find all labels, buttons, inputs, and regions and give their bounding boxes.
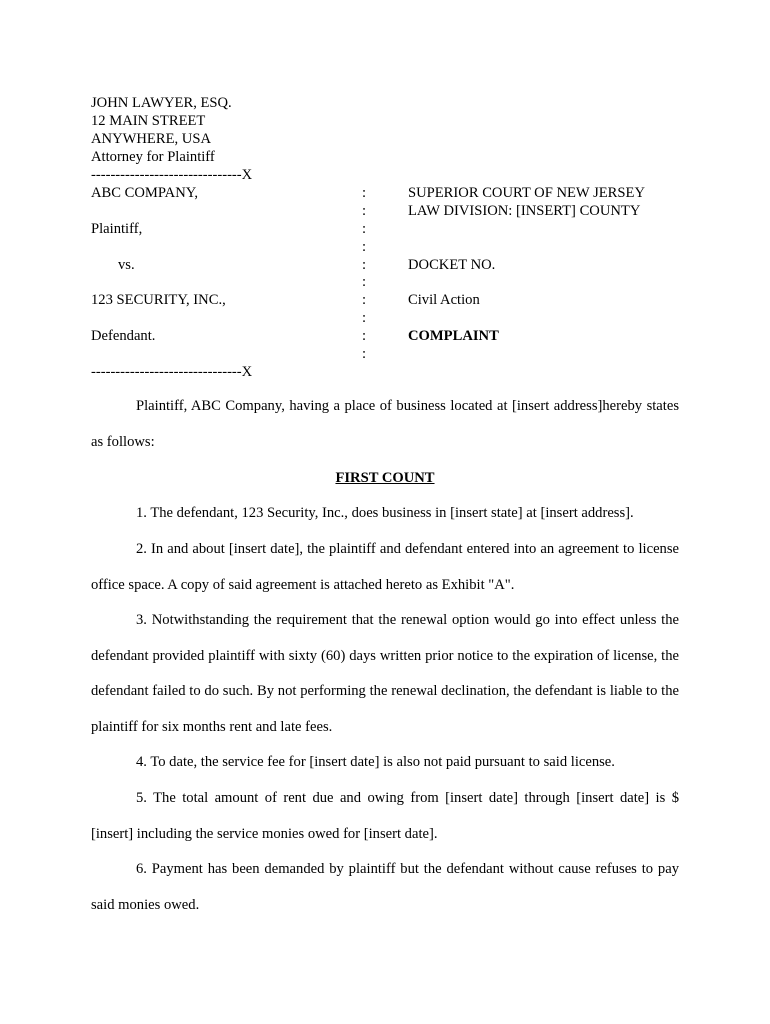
caption-colon: :	[362, 346, 367, 362]
plaintiff-name: ABC COMPANY,	[91, 185, 199, 201]
attorney-name: JOHN LAWYER, ESQ.	[91, 95, 232, 111]
caption-separator-top: -------------------------------X	[91, 167, 253, 183]
caption-colon: :	[362, 328, 367, 344]
defendant-name: 123 SECURITY, INC.,	[91, 292, 226, 308]
versus-label: vs.	[118, 257, 135, 273]
caption-colon: :	[362, 239, 367, 255]
numbered-paragraph: 2. In and about [insert date], the plaintiff and defendant entered into an agreement to license office space. A copy of said agreement is attached hereto as Exhibit "A".	[91, 541, 679, 593]
court-division: LAW DIVISION: [INSERT] COUNTY	[408, 203, 641, 219]
numbered-paragraph: 6. Payment has been demanded by plaintiff but the defendant without cause refuses to pay said monies owed.	[91, 861, 679, 913]
action-type: Civil Action	[408, 292, 480, 308]
numbered-paragraph: 5. The total amount of rent due and owing from [insert date] through [insert date] is $ [insert] including the service monies owed for [insert date].	[91, 790, 679, 842]
attorney-street: 12 MAIN STREET	[91, 113, 206, 129]
numbered-paragraph: 4. To date, the service fee for [insert date] is also not paid pursuant to said license.	[136, 754, 615, 770]
plaintiff-label: Plaintiff,	[91, 221, 143, 237]
document-title: COMPLAINT	[408, 328, 499, 344]
caption-colon: :	[362, 257, 367, 273]
numbered-paragraph: 1. The defendant, 123 Security, Inc., does business in [insert state] at [insert address].	[136, 505, 634, 521]
docket-number: DOCKET NO.	[408, 257, 496, 273]
caption-colon: :	[362, 292, 367, 308]
caption-colon: :	[362, 274, 367, 290]
caption-separator-bottom: -------------------------------X	[91, 364, 253, 380]
caption-colon: :	[362, 203, 367, 219]
numbered-paragraph: 3. Notwithstanding the requirement that the renewal option would go into effect unless the defendant provided plaintiff with sixty (60) days written prior notice to the expiration of license, the defendant failed to do such. By not performing the renewal declination, the defendant is liable to the plaintiff for six months rent and late fees.	[91, 612, 679, 735]
caption-colon: :	[362, 185, 367, 201]
court-name: SUPERIOR COURT OF NEW JERSEY	[408, 185, 645, 201]
intro-paragraph: Plaintiff, ABC Company, having a place of business located at [insert address]hereby states as follows:	[91, 398, 679, 450]
attorney-city: ANYWHERE, USA	[91, 131, 211, 147]
defendant-label: Defendant.	[91, 328, 156, 344]
caption-colon: :	[362, 221, 367, 237]
section-heading: FIRST COUNT	[335, 470, 435, 486]
attorney-role: Attorney for Plaintiff	[91, 149, 215, 165]
caption-colon: :	[362, 310, 367, 326]
